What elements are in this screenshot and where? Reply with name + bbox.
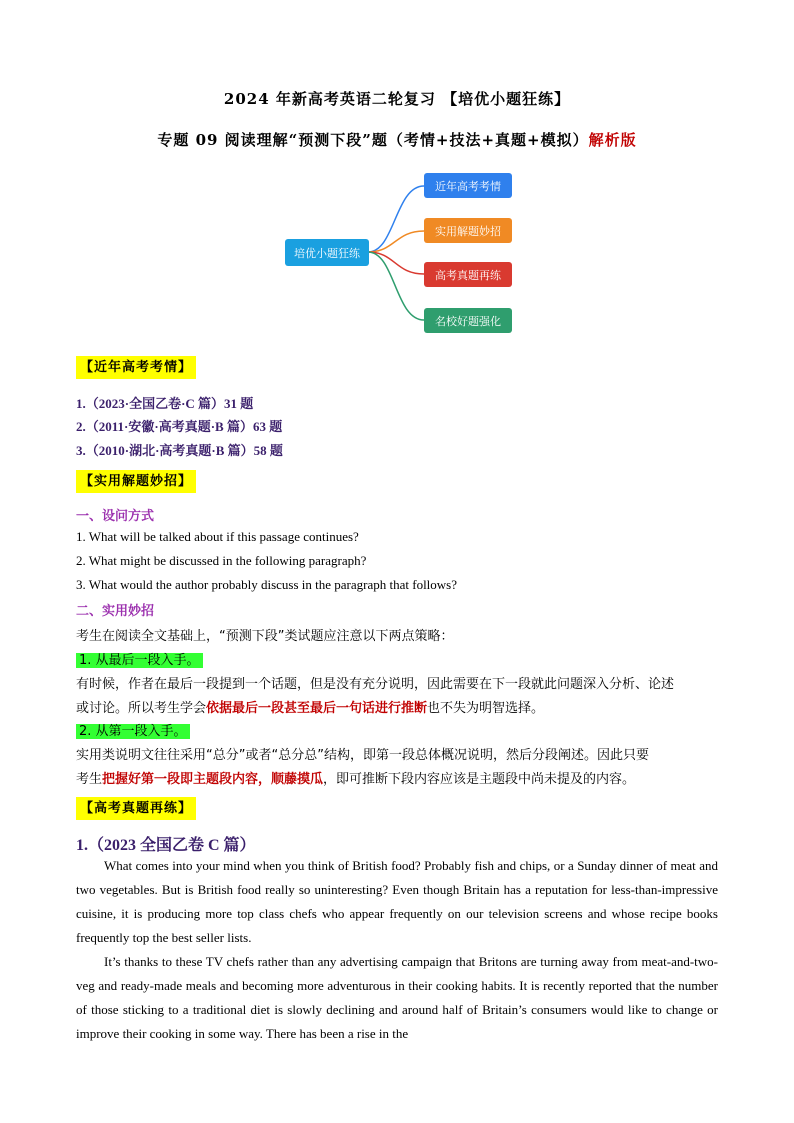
tip-2-emphasis: 把握好第一段即主题段内容，顺藤摸瓜 (102, 772, 324, 787)
passage-title: 1.（2023 全国乙卷 C 篇） (76, 837, 256, 854)
mindmap-branch-solving-tips: 实用解题妙招 (424, 218, 512, 243)
reference-item: 1.（2023·全国乙卷·C 篇）31 题 (76, 396, 254, 411)
tip-2-text-part: 考生 (76, 772, 103, 787)
subheading-question-forms: 一、设问方式 (76, 509, 155, 524)
tip-2-highlight: 2. 从第一段入手。 (76, 724, 190, 739)
mindmap-branch-school-questions: 名校好题强化 (424, 308, 512, 333)
tip-2-text-line1: 实用类说明文往往采用“总分”或者“总分总”结构，即第一段总体概况说明，然后分段阐述。因此只要 (76, 748, 649, 763)
subtitle-main: 专题 09 阅读理解“预测下段”题（考情+技法+真题+模拟） (157, 131, 589, 149)
reference-item: 3.（2010·湖北·高考真题·B 篇）58 题 (76, 443, 283, 458)
document-title: 2024 年新高考英语二轮复习 【培优小题狂练】 (223, 90, 571, 108)
section-heading-exam-trends: 【近年高考考情】 (76, 356, 196, 379)
tip-2-heading (76, 720, 190, 739)
section-heading-solving-tips: 【实用解题妙招】 (76, 470, 196, 493)
subtitle-tag: 解析版 (588, 131, 637, 149)
mindmap-branch-exam-trends: 近年高考考情 (424, 173, 512, 198)
mindmap-connectors (0, 0, 794, 340)
question-form: 1. What will be talked about if this passage continues? (76, 529, 359, 544)
reference-item: 2.（2011·安徽·高考真题·B 篇）63 题 (76, 419, 283, 434)
tip-1-text-line2 (76, 697, 544, 716)
section-heading-past-exams: 【高考真题再练】 (76, 797, 196, 820)
tip-2-text-part: ，即可推断下段内容应该是主题段中尚未提及的内容。 (323, 772, 636, 787)
tips-intro: 考生在阅读全文基础上，“预测下段”类试题应注意以下两点策略： (76, 629, 454, 644)
question-form: 3. What would the author probably discuss in the paragraph that follows? (76, 577, 458, 592)
tip-2-text-line2 (76, 768, 635, 787)
mindmap-branch-past-exams: 高考真题再练 (424, 262, 512, 287)
question-form: 2. What might be discussed in the following paragraph? (76, 553, 367, 568)
passage-paragraph-1: What comes into your mind when you think of British food? Probably fish and chips, or a Sunday dinner of meat and two vegetables. But is British food really so uninteresting? Even though Britain has a reputation for less-than-impressive cuisine, it is producing more top class chefs who appear frequently on our television screens and whose recipe books frequently top the best seller lists. (76, 858, 718, 945)
subheading-practical-tips: 二、实用妙招 (76, 604, 155, 619)
tip-1-text-part: 也不失为明智选择。 (427, 701, 545, 716)
tip-1-text-part: 或讨论。所以考生学会 (76, 701, 207, 716)
tip-1-emphasis: 依据最后一段甚至最后一句话进行推断 (206, 701, 428, 716)
tip-1-highlight: 1. 从最后一段入手。 (76, 653, 203, 668)
mindmap-root: 培优小题狂练 (285, 239, 369, 266)
passage-paragraph-2: It’s thanks to these TV chefs rather than any advertising campaign that Britons are turning away from meat-and-two-veg and ready-made meals and becoming more adventurous in their cooking habits. It is recently reported that the number of those sticking to a traditional diet is slowly declining and around half of Britain’s consumers would like to change or improve their cooking in some way. There has been a rise in the (76, 954, 718, 1041)
tip-1-heading (76, 649, 203, 668)
tip-1-text-line1: 有时候，作者在最后一段提到一个话题，但是没有充分说明，因此需要在下一段就此问题深入分析、论述 (76, 677, 675, 692)
